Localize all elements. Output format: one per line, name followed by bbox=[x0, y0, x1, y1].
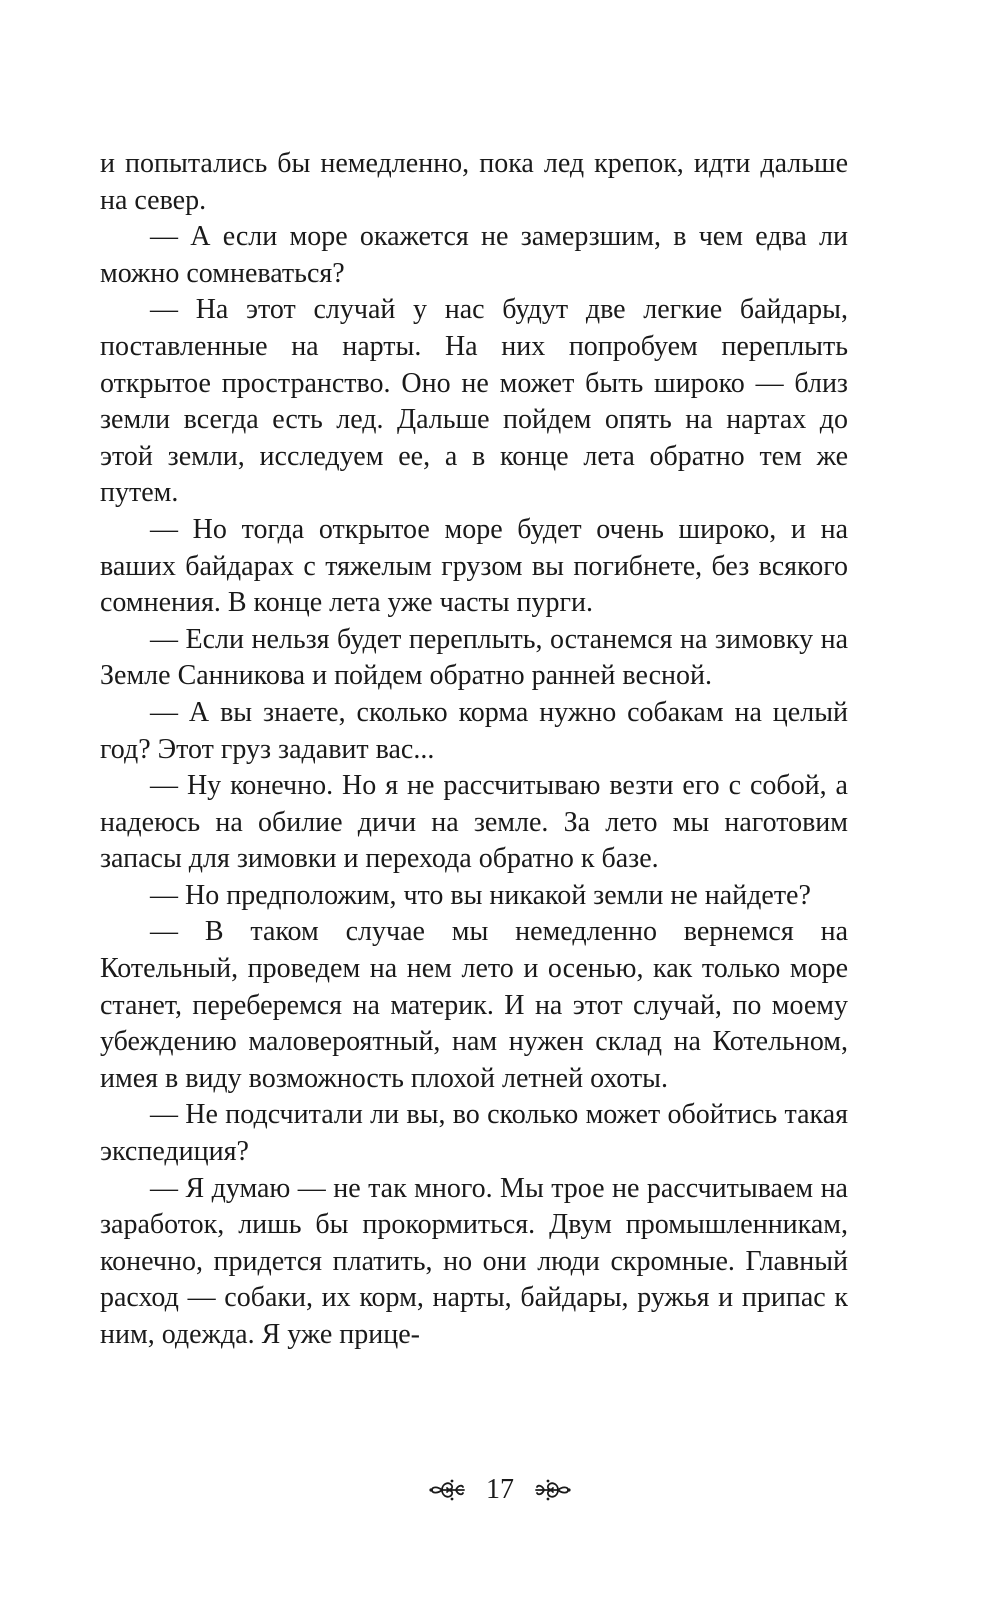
floral-ornament-icon bbox=[532, 1475, 572, 1505]
dialogue-paragraph: — В таком случае мы немедленно вернемся на Котельный, проведем на нем лето и осенью, как только море станет, переберемся на материк. И на этот случай, по моему убеждению маловероятный, нам нужен склад на Котельном, имея в виду возможность плохой летней охоты. bbox=[100, 916, 848, 1094]
dialogue-paragraph: — А если море окажется не замерзшим, в чем едва ли можно сомневаться? bbox=[100, 221, 848, 289]
floral-ornament-icon bbox=[428, 1475, 468, 1505]
paragraph-continuation: и попытались бы немедленно, пока лед крепок, идти дальше на север. bbox=[100, 148, 848, 216]
dialogue-paragraph: — Но предположим, что вы никакой земли не найдете? bbox=[150, 879, 811, 911]
dialogue-paragraph: — Если нельзя будет переплыть, останемся на зимовку на Земле Санникова и пойдем обратно ранней весной. bbox=[100, 623, 848, 692]
dialogue-paragraph: — А вы знаете, сколько корма нужно собакам на целый год? Этот груз задавит вас... bbox=[100, 696, 848, 765]
dialogue-paragraph: — На этот случай у нас будут две легкие байдары, поставленные на нарты. На них попробуем переплыть открытое пространство. Оно не может быть широко — близ земли всегда есть лед. Дальше пойдем опять на нартах до этой земли, исследуем ее, а в конце лета обратно тем же путем. bbox=[100, 294, 848, 509]
dialogue-paragraph: — Я думаю — не так много. Мы трое не рассчитываем на заработок, лишь бы прокормиться. Двум промышленникам, конечно, придется платить, но они люди скромные. Главный расход — собаки, их корм, нарты, байдары, ружья и припас к ним, одежда. Я уже прице- bbox=[100, 1172, 848, 1350]
page-number: 17 bbox=[486, 1474, 514, 1505]
dialogue-paragraph: — Не подсчитали ли вы, во сколько может обойтись такая экспедиция? bbox=[100, 1099, 848, 1168]
dialogue-paragraph: — Но тогда открытое море будет очень широко, и на ваших байдарах с тяжелым грузом вы погибнете, без всякого сомнения. В конце лета уже часты пурги. bbox=[100, 513, 848, 619]
body-text bbox=[100, 146, 848, 1354]
page-footer bbox=[0, 1470, 1000, 1510]
dialogue-paragraph: — Ну конечно. Но я не рассчитываю везти его с собой, а надеюсь на обилие дичи на земле. За лето мы наготовим запасы для зимовки и перехода обратно к базе. bbox=[100, 770, 848, 875]
